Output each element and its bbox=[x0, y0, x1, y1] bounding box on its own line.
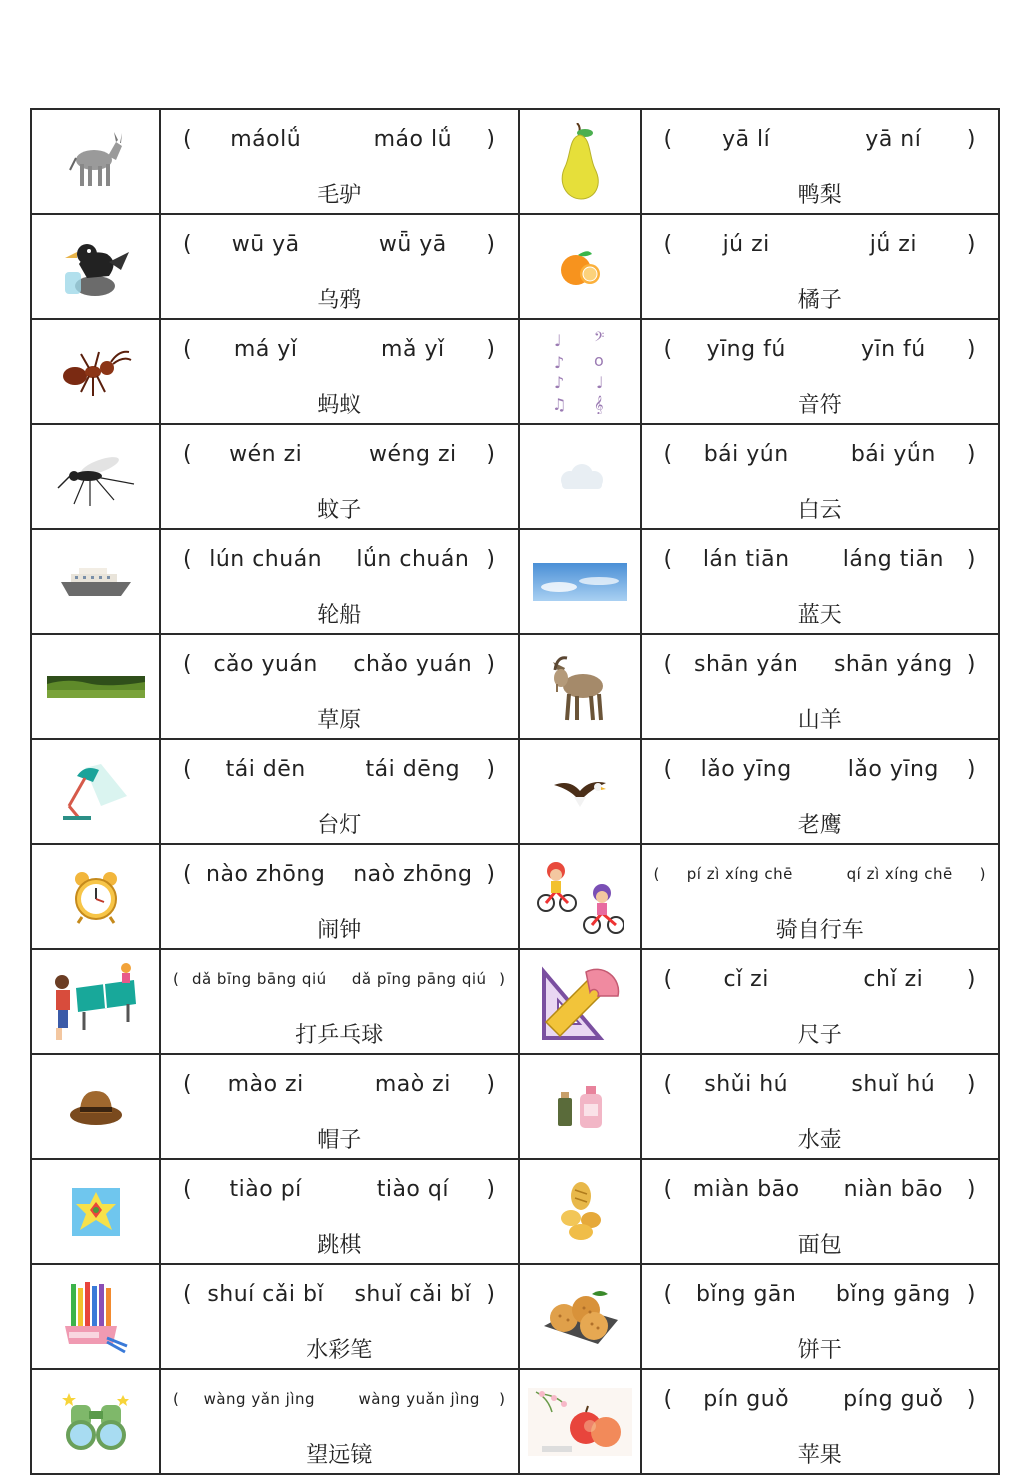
word-cell bbox=[641, 844, 1000, 949]
close-paren: ) bbox=[966, 1176, 976, 1202]
picture-cell bbox=[31, 319, 160, 424]
picture-cell bbox=[31, 1054, 160, 1159]
pinyin-option-1[interactable]: miàn bāo bbox=[692, 1176, 800, 1202]
pinyin-option-1[interactable]: dǎ bīng bāng qiú bbox=[191, 970, 327, 988]
picture-cell bbox=[519, 109, 641, 214]
mosquito-icon bbox=[32, 425, 159, 528]
close-paren: ) bbox=[966, 1386, 976, 1412]
chinese-word: 蚊子 bbox=[317, 498, 362, 523]
word-cell bbox=[641, 1054, 1000, 1159]
pinyin-option-1[interactable]: yīng fú bbox=[706, 336, 786, 362]
chinese-word: 台灯 bbox=[317, 813, 362, 838]
open-paren: ( bbox=[183, 756, 193, 782]
pinyin-option-1[interactable]: mào zi bbox=[227, 1071, 304, 1097]
chinese-word: 草原 bbox=[317, 708, 362, 733]
open-paren: ( bbox=[183, 231, 193, 257]
open-paren: ( bbox=[183, 1176, 193, 1202]
picture-cell bbox=[519, 214, 641, 319]
close-paren: ) bbox=[966, 756, 976, 782]
picture-cell bbox=[31, 1264, 160, 1369]
pinyin-option-1[interactable]: bǐng gān bbox=[695, 1281, 797, 1307]
open-paren: ( bbox=[183, 1071, 193, 1097]
pinyin-option-2[interactable]: wàng yuǎn jìng bbox=[358, 1390, 480, 1408]
water-bottle-icon bbox=[520, 1055, 640, 1158]
chinese-word: 轮船 bbox=[317, 603, 362, 628]
alarm-clock-icon bbox=[32, 845, 159, 948]
open-paren: ( bbox=[653, 865, 660, 883]
ruler-icon bbox=[520, 950, 640, 1053]
pinyin-option-2[interactable]: wéng zi bbox=[369, 441, 457, 467]
pinyin-option-1[interactable]: má yǐ bbox=[233, 336, 298, 362]
table-row bbox=[31, 949, 999, 1054]
word-cell bbox=[641, 109, 1000, 214]
table-row bbox=[31, 214, 999, 319]
table-row bbox=[31, 739, 999, 844]
close-paren: ) bbox=[966, 441, 976, 467]
picture-cell bbox=[31, 1159, 160, 1264]
music-notes-icon bbox=[520, 320, 640, 423]
pinyin-options bbox=[161, 542, 518, 576]
word-cell bbox=[160, 424, 519, 529]
chinese-word: 毛驴 bbox=[317, 183, 362, 208]
pinyin-option-1[interactable]: wū yā bbox=[231, 231, 300, 257]
pinyin-options bbox=[161, 1382, 518, 1416]
chinese-word: 饼干 bbox=[797, 1338, 842, 1363]
word-cell bbox=[160, 634, 519, 739]
hat-icon bbox=[32, 1055, 159, 1158]
close-paren: ) bbox=[486, 861, 496, 887]
word-cell bbox=[641, 1159, 1000, 1264]
pinyin-option-2[interactable]: lǎo yīng bbox=[847, 756, 939, 782]
pinyin-option-2[interactable]: máo lǘ bbox=[373, 126, 453, 152]
pinyin-option-2[interactable]: chǐ zi bbox=[863, 966, 924, 992]
svg-text:o: o bbox=[593, 350, 604, 370]
pinyin-option-2[interactable]: píng guǒ bbox=[843, 1386, 944, 1412]
picture-cell bbox=[519, 844, 641, 949]
open-paren: ( bbox=[663, 756, 673, 782]
pinyin-options bbox=[161, 122, 518, 156]
word-cell bbox=[641, 739, 1000, 844]
table-row bbox=[31, 109, 999, 214]
picture-cell bbox=[31, 739, 160, 844]
picture-cell bbox=[519, 1264, 641, 1369]
table-row bbox=[31, 424, 999, 529]
word-cell bbox=[641, 634, 1000, 739]
chinese-word: 跳棋 bbox=[317, 1233, 362, 1258]
chinese-word: 望远镜 bbox=[306, 1443, 373, 1468]
chinese-word: 白云 bbox=[797, 498, 842, 523]
pinyin-options bbox=[642, 647, 999, 681]
close-paren: ) bbox=[486, 546, 496, 572]
open-paren: ( bbox=[663, 1176, 673, 1202]
pinyin-option-2[interactable]: jǘ zi bbox=[869, 231, 917, 257]
pinyin-options bbox=[642, 227, 999, 261]
pinyin-option-2[interactable]: niàn bāo bbox=[843, 1176, 944, 1202]
close-paren: ) bbox=[966, 966, 976, 992]
picture-cell bbox=[31, 109, 160, 214]
word-cell bbox=[160, 319, 519, 424]
pinyin-option-1[interactable]: pín guǒ bbox=[703, 1386, 790, 1412]
picture-cell bbox=[31, 844, 160, 949]
svg-text:♩: ♩ bbox=[553, 330, 562, 350]
pinyin-option-1[interactable]: wén zi bbox=[229, 441, 303, 467]
ping-pong-icon bbox=[32, 950, 159, 1053]
pinyin-option-2[interactable]: shuǐ cǎi bǐ bbox=[354, 1281, 472, 1307]
close-paren: ) bbox=[966, 546, 976, 572]
chinese-word: 橘子 bbox=[797, 288, 842, 313]
pinyin-options bbox=[161, 1277, 518, 1311]
chinese-word: 蓝天 bbox=[797, 603, 842, 628]
open-paren: ( bbox=[663, 126, 673, 152]
open-paren: ( bbox=[663, 1386, 673, 1412]
pinyin-options bbox=[161, 1172, 518, 1206]
pinyin-option-1[interactable]: yā lí bbox=[722, 126, 771, 152]
desk-lamp-icon bbox=[32, 740, 159, 843]
ship-icon bbox=[32, 530, 159, 633]
word-cell bbox=[160, 1369, 519, 1474]
pinyin-options bbox=[642, 332, 999, 366]
table-row bbox=[31, 1159, 999, 1264]
close-paren: ) bbox=[486, 1071, 496, 1097]
pinyin-option-2[interactable]: yīn fú bbox=[860, 336, 926, 362]
pinyin-option-2[interactable]: yā ní bbox=[865, 126, 922, 152]
pinyin-option-2[interactable]: lǘn chuán bbox=[356, 546, 470, 572]
close-paren: ) bbox=[486, 1281, 496, 1307]
grassland-icon bbox=[32, 635, 159, 738]
open-paren: ( bbox=[183, 651, 193, 677]
open-paren: ( bbox=[183, 441, 193, 467]
biscuits-icon bbox=[520, 1265, 640, 1368]
close-paren: ) bbox=[499, 970, 506, 988]
pinyin-option-1[interactable]: jú zi bbox=[722, 231, 770, 257]
picture-cell bbox=[31, 214, 160, 319]
chinese-word: 尺子 bbox=[797, 1023, 842, 1048]
table-row bbox=[31, 529, 999, 634]
pinyin-worksheet-table bbox=[30, 108, 1000, 1475]
ant-icon bbox=[32, 320, 159, 423]
picture-cell bbox=[31, 1369, 160, 1474]
open-paren: ( bbox=[183, 546, 193, 572]
open-paren: ( bbox=[663, 336, 673, 362]
picture-cell bbox=[519, 529, 641, 634]
word-cell bbox=[160, 214, 519, 319]
pinyin-option-1[interactable]: wàng yǎn jìng bbox=[203, 1390, 316, 1408]
cycling-kids-icon bbox=[520, 845, 640, 948]
word-cell bbox=[160, 844, 519, 949]
pinyin-option-2[interactable]: shān yáng bbox=[833, 651, 953, 677]
pinyin-option-1[interactable]: shuí cǎi bǐ bbox=[207, 1281, 325, 1307]
open-paren: ( bbox=[663, 1071, 673, 1097]
pinyin-option-2[interactable]: mǎ yǐ bbox=[381, 336, 445, 362]
open-paren: ( bbox=[183, 126, 193, 152]
word-cell bbox=[160, 739, 519, 844]
pinyin-options bbox=[642, 857, 999, 891]
word-cell bbox=[641, 319, 1000, 424]
pinyin-options bbox=[642, 542, 999, 576]
close-paren: ) bbox=[486, 441, 496, 467]
pinyin-option-2[interactable]: wǖ yā bbox=[378, 231, 447, 257]
pinyin-option-1[interactable]: pí zì xíng chē bbox=[686, 865, 793, 883]
close-paren: ) bbox=[979, 865, 986, 883]
chinese-checkers-icon bbox=[32, 1160, 159, 1263]
pinyin-options bbox=[161, 332, 518, 366]
pinyin-option-1[interactable]: tiào pí bbox=[229, 1176, 302, 1202]
word-cell bbox=[160, 1264, 519, 1369]
close-paren: ) bbox=[966, 126, 976, 152]
open-paren: ( bbox=[663, 1281, 673, 1307]
close-paren: ) bbox=[486, 126, 496, 152]
pinyin-options bbox=[642, 752, 999, 786]
chinese-word: 面包 bbox=[797, 1233, 842, 1258]
pinyin-options bbox=[161, 647, 518, 681]
pinyin-option-2[interactable]: láng tiān bbox=[842, 546, 944, 572]
pinyin-option-1[interactable]: shǔi hú bbox=[704, 1071, 789, 1097]
word-cell bbox=[160, 1054, 519, 1159]
pinyin-option-1[interactable]: tái dēn bbox=[225, 756, 306, 782]
pinyin-options bbox=[642, 122, 999, 156]
pinyin-options bbox=[642, 1172, 999, 1206]
table-row bbox=[31, 1369, 999, 1474]
pinyin-option-2[interactable]: tiào qí bbox=[376, 1176, 449, 1202]
binoculars-icon bbox=[32, 1370, 159, 1473]
cloud-icon bbox=[520, 425, 640, 528]
word-cell bbox=[641, 529, 1000, 634]
word-cell bbox=[641, 949, 1000, 1054]
pinyin-option-2[interactable]: tái dēng bbox=[365, 756, 461, 782]
pinyin-options bbox=[161, 227, 518, 261]
chinese-word: 老鹰 bbox=[797, 813, 842, 838]
word-cell bbox=[160, 1159, 519, 1264]
open-paren: ( bbox=[663, 441, 673, 467]
table-row bbox=[31, 1054, 999, 1159]
svg-text:♪: ♪ bbox=[553, 352, 564, 372]
close-paren: ) bbox=[486, 1176, 496, 1202]
word-cell bbox=[641, 424, 1000, 529]
pear-icon bbox=[520, 110, 640, 213]
close-paren: ) bbox=[966, 1071, 976, 1097]
open-paren: ( bbox=[183, 336, 193, 362]
close-paren: ) bbox=[486, 231, 496, 257]
pinyin-option-1[interactable]: máolǘ bbox=[230, 126, 302, 152]
bread-icon bbox=[520, 1160, 640, 1263]
pinyin-option-2[interactable]: bái yǘn bbox=[850, 441, 936, 467]
pinyin-option-1[interactable]: nào zhōng bbox=[206, 861, 326, 887]
picture-cell bbox=[519, 634, 641, 739]
svg-text:♩: ♩ bbox=[595, 372, 604, 392]
word-cell bbox=[641, 1264, 1000, 1369]
close-paren: ) bbox=[966, 231, 976, 257]
svg-text:♪: ♪ bbox=[553, 372, 564, 392]
eagle-icon bbox=[520, 740, 640, 843]
pinyin-option-1[interactable]: bái yún bbox=[703, 441, 789, 467]
picture-cell bbox=[519, 1054, 641, 1159]
pinyin-options bbox=[161, 1067, 518, 1101]
pinyin-options bbox=[642, 962, 999, 996]
blue-sky-icon bbox=[520, 530, 640, 633]
table-row bbox=[31, 319, 999, 424]
pinyin-options bbox=[161, 752, 518, 786]
apple-icon bbox=[520, 1370, 640, 1473]
open-paren: ( bbox=[663, 231, 673, 257]
svg-text:𝄞: 𝄞 bbox=[593, 394, 603, 414]
open-paren: ( bbox=[663, 966, 673, 992]
picture-cell bbox=[519, 424, 641, 529]
chinese-word: 打乒乓球 bbox=[295, 1023, 384, 1048]
crow-icon bbox=[32, 215, 159, 318]
open-paren: ( bbox=[183, 861, 193, 887]
word-cell bbox=[641, 214, 1000, 319]
picture-cell bbox=[519, 1369, 641, 1474]
donkey-icon bbox=[32, 110, 159, 213]
chinese-word: 鸭梨 bbox=[797, 183, 842, 208]
orange-icon bbox=[520, 215, 640, 318]
chinese-word: 闹钟 bbox=[317, 918, 362, 943]
open-paren: ( bbox=[173, 970, 180, 988]
picture-cell bbox=[519, 949, 641, 1054]
pinyin-options bbox=[642, 1382, 999, 1416]
watercolor-pens-icon bbox=[32, 1265, 159, 1368]
open-paren: ( bbox=[183, 1281, 193, 1307]
chinese-word: 乌鸦 bbox=[317, 288, 362, 313]
chinese-word: 骑自行车 bbox=[775, 918, 864, 943]
table-row bbox=[31, 1264, 999, 1369]
close-paren: ) bbox=[499, 1390, 506, 1408]
pinyin-option-1[interactable]: shān yán bbox=[694, 651, 799, 677]
pinyin-option-2[interactable]: maò zi bbox=[374, 1071, 451, 1097]
pinyin-options bbox=[161, 437, 518, 471]
close-paren: ) bbox=[966, 336, 976, 362]
pinyin-options bbox=[642, 437, 999, 471]
pinyin-option-1[interactable]: lǎo yīng bbox=[700, 756, 792, 782]
close-paren: ) bbox=[486, 651, 496, 677]
pinyin-option-2[interactable]: chǎo yuán bbox=[353, 651, 473, 677]
pinyin-option-2[interactable]: bǐng gāng bbox=[835, 1281, 951, 1307]
word-cell bbox=[160, 529, 519, 634]
pinyin-option-2[interactable]: shuǐ hú bbox=[851, 1071, 936, 1097]
pinyin-options bbox=[642, 1067, 999, 1101]
table-row bbox=[31, 844, 999, 949]
pinyin-option-2[interactable]: dǎ pīng pāng qiú bbox=[351, 970, 487, 988]
picture-cell bbox=[519, 319, 641, 424]
picture-cell bbox=[31, 424, 160, 529]
close-paren: ) bbox=[966, 1281, 976, 1307]
picture-cell bbox=[31, 634, 160, 739]
picture-cell bbox=[31, 529, 160, 634]
open-paren: ( bbox=[663, 651, 673, 677]
chinese-word: 山羊 bbox=[797, 708, 842, 733]
pinyin-option-2[interactable]: naò zhōng bbox=[353, 861, 473, 887]
pinyin-options bbox=[642, 1277, 999, 1311]
pinyin-option-2[interactable]: qí zì xíng chē bbox=[846, 865, 953, 883]
close-paren: ) bbox=[966, 651, 976, 677]
pinyin-option-1[interactable]: cǐ zi bbox=[723, 966, 769, 992]
chinese-word: 蚂蚁 bbox=[317, 393, 362, 418]
chinese-word: 苹果 bbox=[797, 1443, 842, 1468]
close-paren: ) bbox=[486, 336, 496, 362]
picture-cell bbox=[31, 949, 160, 1054]
open-paren: ( bbox=[173, 1390, 180, 1408]
pinyin-option-1[interactable]: lún chuán bbox=[209, 546, 323, 572]
word-cell bbox=[160, 109, 519, 214]
word-cell bbox=[160, 949, 519, 1054]
pinyin-options bbox=[161, 857, 518, 891]
word-cell bbox=[641, 1369, 1000, 1474]
picture-cell bbox=[519, 739, 641, 844]
open-paren: ( bbox=[663, 546, 673, 572]
chinese-word: 水壶 bbox=[797, 1128, 842, 1153]
goat-icon bbox=[520, 635, 640, 738]
picture-cell bbox=[519, 1159, 641, 1264]
close-paren: ) bbox=[486, 756, 496, 782]
pinyin-option-1[interactable]: lán tiān bbox=[702, 546, 790, 572]
pinyin-options bbox=[161, 962, 518, 996]
chinese-word: 音符 bbox=[797, 393, 842, 418]
table-row bbox=[31, 634, 999, 739]
chinese-word: 帽子 bbox=[317, 1128, 362, 1153]
chinese-word: 水彩笔 bbox=[306, 1338, 373, 1363]
svg-text:♫: ♫ bbox=[551, 394, 566, 414]
pinyin-option-1[interactable]: cǎo yuán bbox=[213, 651, 318, 677]
svg-text:𝄢: 𝄢 bbox=[593, 329, 604, 348]
